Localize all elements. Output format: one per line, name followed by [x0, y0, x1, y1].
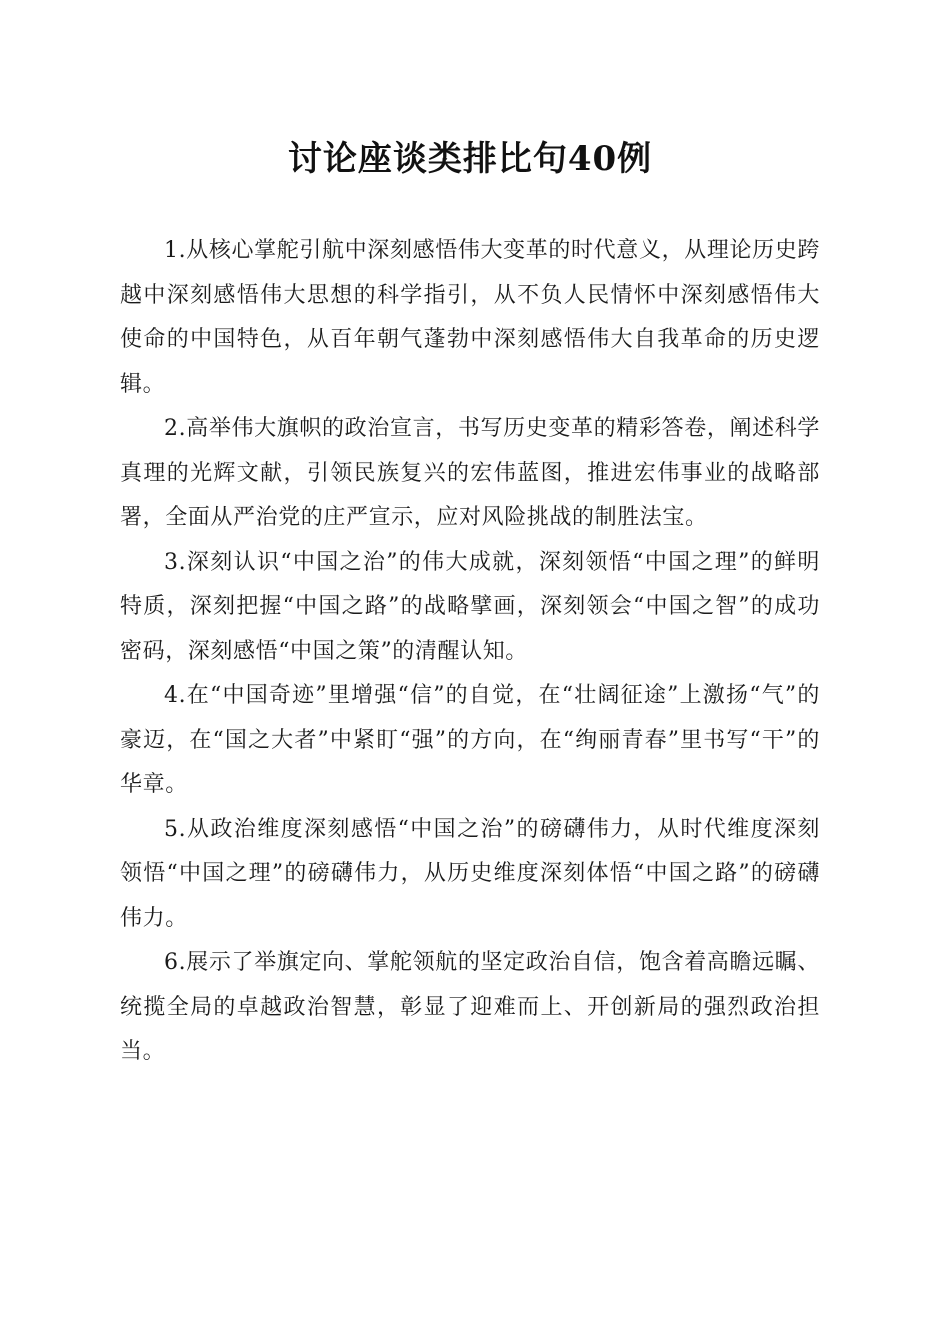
list-item-4: 4.在“中国奇迹”里增强“信”的自觉，在“壮阔征途”上激扬“气”的豪迈，在“国之大者”中紧盯“强”的方向，在“绚丽青春”里书写“干”的华章。	[120, 683, 820, 797]
list-item-2: 2.高举伟大旗帜的政治宣言，书写历史变革的精彩答卷，阐述科学真理的光辉文献，引领民族复兴的宏伟蓝图，推进宏伟事业的战略部署，全面从严治党的庄严宣示，应对风险挑战的制胜法宝。	[120, 416, 820, 530]
list-item-1: 1.从核心掌舵引航中深刻感悟伟大变革的时代意义，从理论历史跨越中深刻感悟伟大思想的科学指引，从不负人民情怀中深刻感悟伟大使命的中国特色，从百年朝气蓬勃中深刻感悟伟大自我革命的历史逻辑。	[120, 238, 820, 397]
item-list	[120, 229, 820, 1075]
list-item-3: 3.深刻认识“中国之治”的伟大成就，深刻领悟“中国之理”的鲜明特质，深刻把握“中国之路”的战略擘画，深刻领会“中国之智”的成功密码，深刻感悟“中国之策”的清醒认知。	[120, 549, 820, 664]
list-item-6: 6.展示了举旗定向、掌舵领航的坚定政治自信，饱含着高瞻远瞩、统揽全局的卓越政治智慧，彰显了迎难而上、开创新局的强烈政治担当。	[120, 950, 820, 1064]
list-item-5: 5.从政治维度深刻感悟“中国之治”的磅礴伟力，从时代维度深刻领悟“中国之理”的磅礴伟力，从历史维度深刻体悟“中国之路”的磅礴伟力。	[120, 816, 820, 931]
document-title: 讨论座谈类排比句40例	[287, 139, 653, 179]
